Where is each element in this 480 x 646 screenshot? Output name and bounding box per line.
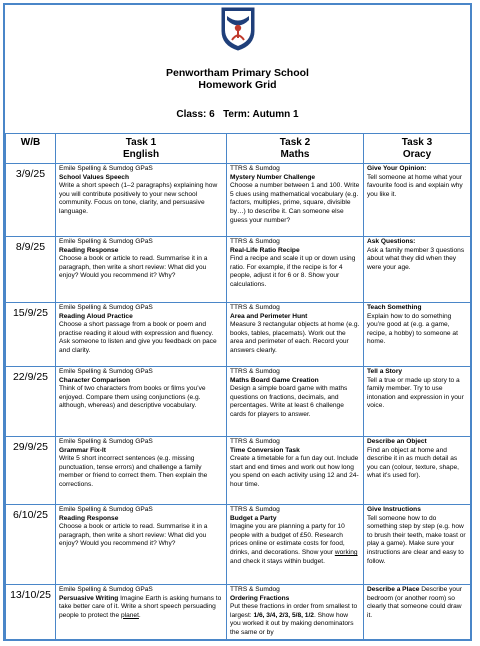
- english-text-part: Imagine Earth is asking humans to take better care of it. Write a short speech persuading people to protect the: [59, 594, 222, 619]
- table-row: [6, 237, 471, 303]
- week-date: 6/10/25: [6, 505, 56, 585]
- english-resources: Emile Spelling & Sumdog GPaS: [59, 238, 153, 245]
- oracy-task: [364, 505, 471, 585]
- oracy-task-title: Give Instructions: [367, 506, 421, 513]
- english-task-title: Reading Aloud Practice: [59, 312, 133, 320]
- maths-resources: TTRS & Sumdog: [230, 165, 280, 172]
- maths-task-text: Design a simple board game with maths questions on fractions, decimals, and percentages. Write at least 6 challenge cards for players to answer.: [230, 385, 348, 418]
- oracy-task-text: Tell a true or made up story to a family member. Try to use intonation and expression in your voice.: [367, 376, 464, 410]
- maths-task-title: Mystery Number Challenge: [230, 173, 316, 181]
- maths-task-text: Measure 3 rectangular objects at home (e.g. books, tables, placemats). Work out the area and perimeter of each. Record your answers clearly.: [230, 321, 360, 354]
- maths-fractions-list: 1/6, 3/4, 2/3, 5/8, 1/2: [253, 611, 314, 619]
- task2-header: [227, 134, 364, 164]
- class-term-line: Class: 6 Term: Autumn 1: [176, 109, 299, 120]
- oracy-task-title: Tell a Story: [367, 368, 403, 375]
- maths-task-title: Budget a Party: [230, 514, 277, 522]
- task1-subject: English: [122, 149, 160, 160]
- table-row: [6, 505, 471, 585]
- maths-text-underlined: working: [334, 548, 358, 556]
- english-resources: Emile Spelling & Sumdog GPaS: [59, 165, 153, 172]
- maths-task-text: Find a recipe and scale it up or down using ratio. For example, if the recipe is for 4 people, adjust it for 6 or 8. Show your calculations.: [230, 255, 356, 288]
- oracy-task: [364, 585, 471, 642]
- english-task-title: School Values Speech: [59, 173, 129, 181]
- english-task-text: Write 5 short incorrect sentences (e.g. missing punctuation, tense errors) and challenge a family member or friend to correct them. Then explain the corrections.: [59, 455, 208, 488]
- english-task-title: Reading Response: [59, 246, 119, 254]
- task3-subject: Oracy: [402, 149, 432, 160]
- task3-header: [364, 134, 471, 164]
- maths-text-part: and check it stays within budget.: [230, 557, 325, 565]
- oracy-task: [364, 437, 471, 505]
- table-row: [6, 437, 471, 505]
- maths-text-part: Put these fractions in order from smallest to largest:: [230, 603, 358, 619]
- homework-sheet: [3, 3, 472, 641]
- week-date: 13/10/25: [6, 585, 56, 642]
- maths-resources: TTRS & Sumdog: [230, 368, 280, 375]
- oracy-task-text: Tell someone at home what your favourite food is and explain why you like it.: [367, 173, 463, 198]
- maths-task-text: [230, 523, 360, 566]
- maths-resources: TTRS & Sumdog: [230, 304, 280, 311]
- maths-task: [227, 437, 364, 505]
- week-date: 3/9/25: [6, 164, 56, 237]
- english-task: [56, 505, 227, 585]
- english-task-title: Grammar Fix-It: [59, 446, 106, 454]
- maths-resources: TTRS & Sumdog: [230, 506, 280, 513]
- maths-task: [227, 237, 364, 303]
- oracy-task: [364, 237, 471, 303]
- oracy-task-title: Ask Questions:: [367, 238, 416, 245]
- maths-task: [227, 505, 364, 585]
- english-task: [56, 237, 227, 303]
- maths-task-title: Ordering Fractions: [230, 594, 290, 602]
- maths-task-title: Maths Board Game Creation: [230, 376, 319, 384]
- oracy-text-part: Describe your bedroom (or another room) so clearly that someone could draw it.: [367, 586, 462, 619]
- english-task: [56, 367, 227, 437]
- english-task: [56, 437, 227, 505]
- english-task: [56, 164, 227, 237]
- english-task-text: Write a short speech (1–2 paragraphs) explaining how you will contribute positively to your new school community. Focus on tone, clarity, and persuasive language.: [59, 182, 218, 215]
- maths-task-title: Area and Perimeter Hunt: [230, 312, 308, 320]
- wb-header: [6, 134, 56, 164]
- english-task-title: Character Comparison: [59, 376, 131, 384]
- english-task-text: Choose a short passage from a book or poem and practise reading it aloud with expression and fluency. Ask someone to listen and give you feedback on pace and clarity.: [59, 321, 217, 354]
- task1-label: Task 1: [125, 137, 157, 148]
- school-crest-logo: [221, 7, 255, 51]
- maths-task: [227, 585, 364, 642]
- week-date: 15/9/25: [6, 303, 56, 367]
- oracy-task-text: Find an object at home and describe it in as much detail as you can (colour, texture, shape, what it’s used for).: [367, 446, 459, 480]
- oracy-task: [364, 164, 471, 237]
- document-title: Homework Grid: [198, 79, 277, 91]
- oracy-task-text: [367, 586, 467, 620]
- maths-resources: TTRS & Sumdog: [230, 438, 280, 445]
- maths-task-text: Choose a number between 1 and 100. Write 5 clues using mathematical vocabulary (e.g. factors, multiples, prime, square, divisible by…) to describe it. Can someone else guess your number?: [230, 182, 360, 224]
- maths-task-title: Time Conversion Task: [230, 446, 300, 454]
- english-task-text: [59, 595, 223, 621]
- week-date: 8/9/25: [6, 237, 56, 303]
- english-task-text: Think of two characters from books or films you’ve enjoyed. Compare them using conjunctions (e.g. although, whereas) and descriptive vocabulary.: [59, 385, 206, 410]
- table-row: [6, 303, 471, 367]
- english-text-underlined: planet: [120, 611, 139, 619]
- maths-task: [227, 164, 364, 237]
- maths-text-part: . Show how you worked it out by making denominators the same or by: [230, 611, 354, 636]
- english-resources: Emile Spelling & Sumdog GPaS: [59, 438, 153, 445]
- english-task-title: Persuasive Writing: [59, 594, 119, 602]
- oracy-task-text: Tell someone how to do something step by step (e.g. how to brush their teeth, make toast or play a game). Make sure your instructions are clear and easy to follow.: [367, 514, 466, 565]
- maths-resources: TTRS & Sumdog: [230, 586, 280, 593]
- oracy-task-title: Teach Something: [367, 304, 422, 311]
- week-date: 29/9/25: [6, 437, 56, 505]
- maths-task: [227, 367, 364, 437]
- maths-resources: TTRS & Sumdog: [230, 238, 280, 245]
- maths-task-text: Create a timetable for a fun day out. Include start and end times and work out how long you spend on each activity using 12 and 24-hour time.: [230, 455, 359, 488]
- oracy-task-text: Ask a family member 3 questions about what they did when they were your age.: [367, 246, 465, 271]
- wb-label: W/B: [20, 137, 41, 148]
- task2-label: Task 2: [279, 137, 311, 148]
- english-resources: Emile Spelling & Sumdog GPaS: [59, 368, 153, 375]
- oracy-task: [364, 303, 471, 367]
- school-name: Penwortham Primary School: [166, 67, 309, 79]
- header: [5, 5, 470, 133]
- table-row: [6, 164, 471, 237]
- english-resources: Emile Spelling & Sumdog GPaS: [59, 506, 153, 513]
- homework-table: [5, 133, 471, 641]
- english-task-text: Choose a book or article to read. Summarise it in a paragraph, then write a short review: What did you enjoy? Would you recommend it? Why?: [59, 523, 208, 548]
- table-row: [6, 585, 471, 642]
- oracy-task: [364, 367, 471, 437]
- english-text-part: .: [138, 611, 141, 619]
- maths-task: [227, 303, 364, 367]
- table-header-row: [6, 134, 471, 164]
- week-date: 22/9/25: [6, 367, 56, 437]
- english-resources: Emile Spelling & Sumdog GPaS: [59, 586, 153, 593]
- task3-label: Task 3: [401, 137, 433, 148]
- oracy-task-text: Explain how to do something you’re good at (e.g. a game, recipe, a hobby) to someone at home.: [367, 312, 458, 346]
- english-resources: Emile Spelling & Sumdog GPaS: [59, 304, 153, 311]
- oracy-task-title: Give Your Opinion:: [367, 165, 427, 172]
- task2-subject: Maths: [280, 149, 310, 160]
- task1-header: [56, 134, 227, 164]
- table-row: [6, 367, 471, 437]
- english-task-title: Reading Response: [59, 514, 119, 522]
- oracy-task-title: Describe a Place: [367, 586, 420, 593]
- maths-task-title: Real-Life Ratio Recipe: [230, 246, 300, 254]
- english-task-text: Choose a book or article to read. Summarise it in a paragraph, then write a short review: What did you enjoy? Would you recommend it? Why?: [59, 255, 208, 280]
- english-task: [56, 303, 227, 367]
- maths-text-part: Imagine you are planning a party for 10 people with a budget of £50. Research prices online or estimate costs for food, drinks, and decorations. Show your: [230, 523, 345, 556]
- oracy-task-title: Describe an Object: [367, 438, 427, 445]
- english-task: [56, 585, 227, 642]
- maths-task-text: [230, 603, 360, 637]
